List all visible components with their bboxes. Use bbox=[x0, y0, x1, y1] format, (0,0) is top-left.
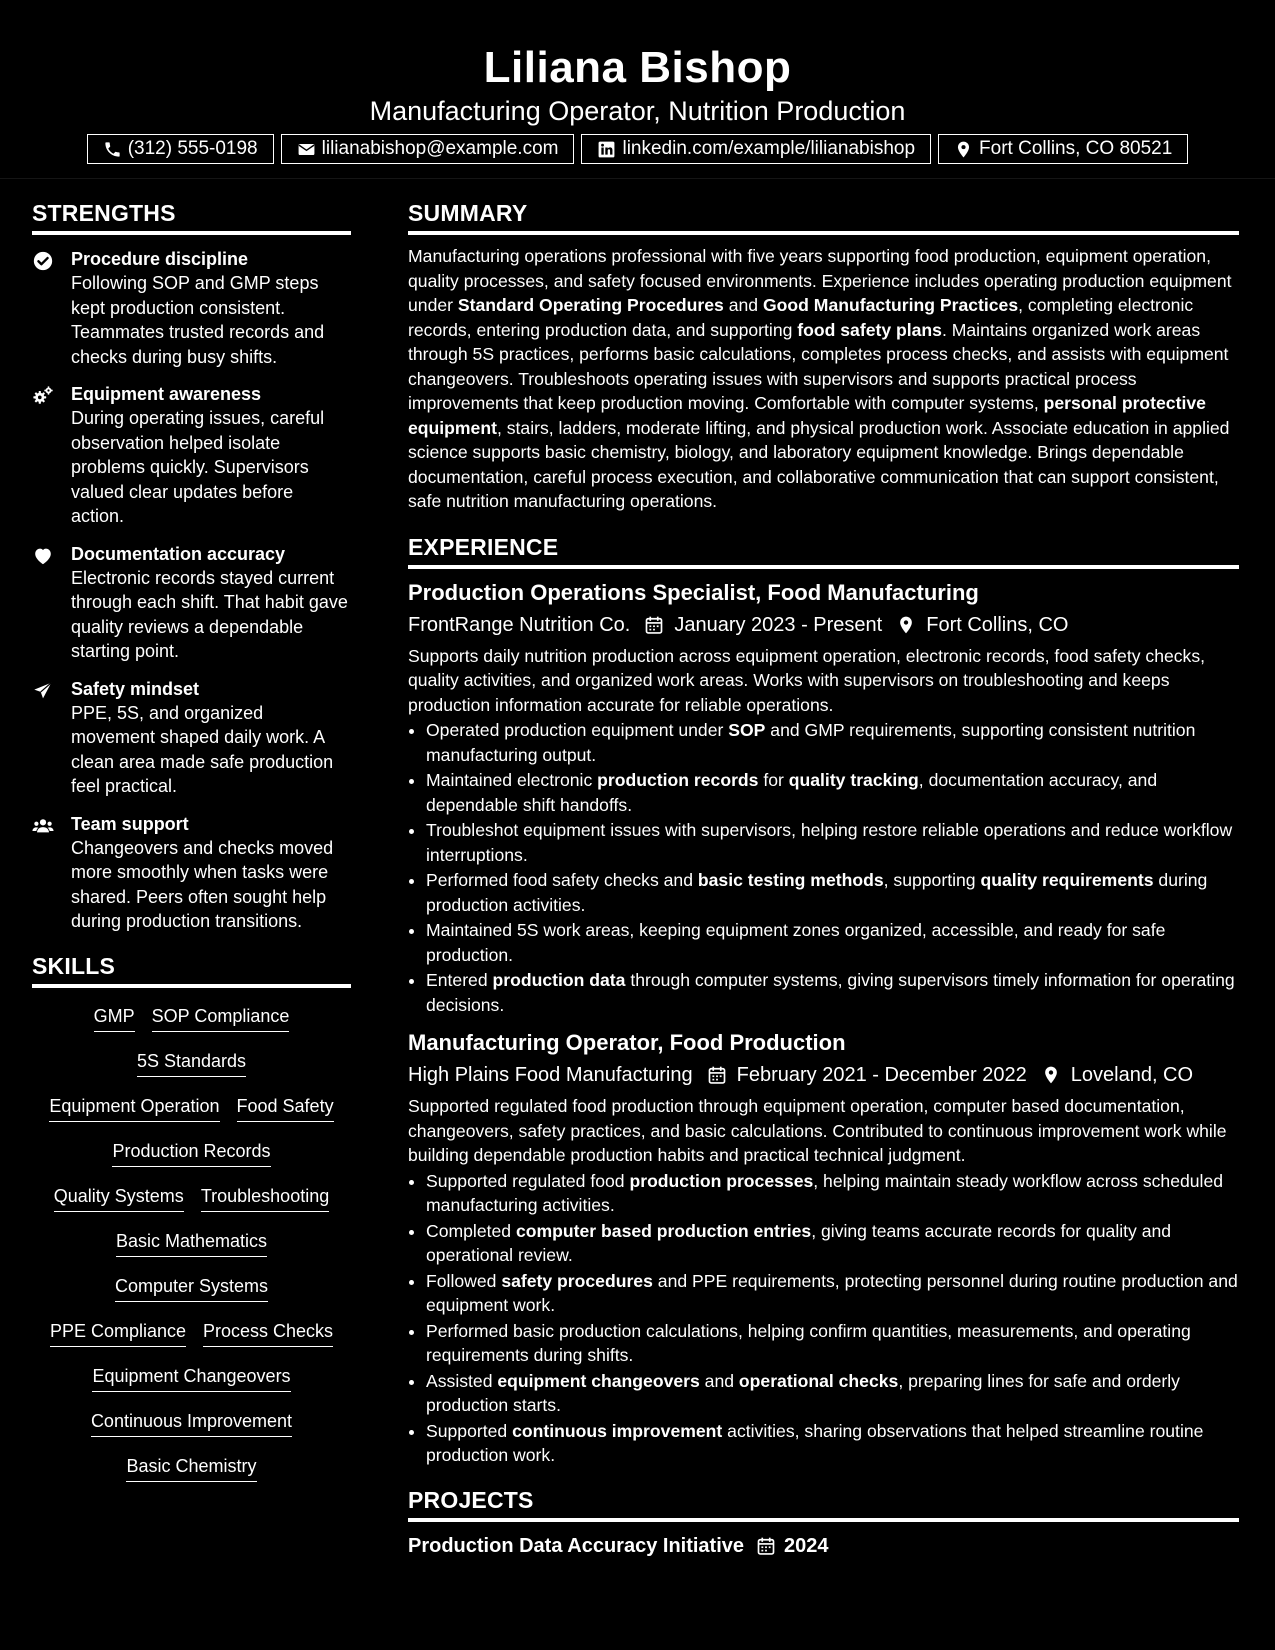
skill-row bbox=[32, 1004, 351, 1032]
skill-tag: Process Checks bbox=[203, 1319, 333, 1347]
job-title: Manufacturing Operator, Food Production bbox=[408, 1030, 846, 1055]
strength-desc: Following SOP and GMP steps kept production consistent. Teammates trusted records and checks during busy shifts. bbox=[71, 273, 325, 367]
skill-row bbox=[32, 1049, 351, 1077]
skill-tag: Computer Systems bbox=[115, 1274, 268, 1302]
strength-desc: During operating issues, careful observation helped isolate problems quickly. Supervisors valued clear updates before action. bbox=[71, 408, 325, 526]
job-bullet: • Followed safety procedures and PPE requirements, protecting personnel during routine production and equipment work. bbox=[426, 1269, 1239, 1318]
emphasis-text: operational checks bbox=[738, 1370, 899, 1391]
contact-location bbox=[938, 134, 1188, 164]
strengths-heading: STRENGTHS bbox=[32, 195, 351, 235]
job-bullet: • Supported continuous improvement activities, sharing observations that helped streamline routine production work. bbox=[426, 1419, 1239, 1468]
skill-tag: Equipment Operation bbox=[49, 1094, 219, 1122]
job-bullet: • Operated production equipment under SOP and GMP requirements, supporting consistent nutrition manufacturing output. bbox=[426, 718, 1239, 767]
users-icon bbox=[32, 815, 54, 837]
job-dates: February 2021 - December 2022 bbox=[736, 1064, 1027, 1086]
projects-heading: PROJECTS bbox=[408, 1482, 1239, 1522]
skill-tag: SOP Compliance bbox=[152, 1004, 290, 1032]
phone-text: (312) 555-0198 bbox=[127, 138, 258, 159]
emphasis-text: Standard Operating Procedures bbox=[457, 295, 724, 315]
job-bullets bbox=[408, 718, 1239, 1017]
skill-tag: Continuous Improvement bbox=[91, 1409, 292, 1437]
emphasis-text: continuous improvement bbox=[512, 1420, 723, 1441]
job-bullet: • Assisted equipment changeovers and operational checks, preparing lines for safe and orderly production starts. bbox=[426, 1369, 1239, 1418]
job-meta bbox=[408, 1060, 1239, 1090]
emphasis-text: basic testing methods bbox=[697, 870, 884, 890]
email-text: lilianabishop@example.com bbox=[321, 138, 559, 159]
emphasis-text: food safety plans bbox=[797, 319, 942, 340]
paper-plane-icon bbox=[32, 680, 54, 702]
strength-title: Safety mindset bbox=[71, 678, 200, 699]
left-column bbox=[32, 195, 351, 1499]
map-pin-icon bbox=[1041, 1065, 1061, 1085]
job-bullet: • Supported regulated food production processes, helping maintain steady workflow across scheduled manufacturing activities. bbox=[426, 1169, 1239, 1218]
resume-header bbox=[0, 0, 1275, 179]
skill-row bbox=[32, 1274, 351, 1302]
skill-tag: Basic Chemistry bbox=[126, 1454, 256, 1482]
job-summary: Supports daily nutrition production across equipment operation, electronic records, food safety checks, quality activities, and organized work areas. Works with supervisors on troubleshooting and keeps production information accurate for reliable operations. bbox=[408, 645, 1206, 715]
emphasis-text: production records bbox=[597, 770, 759, 790]
contact-linkedin[interactable] bbox=[581, 134, 931, 164]
experience-heading: EXPERIENCE bbox=[408, 529, 1239, 569]
contact-phone[interactable] bbox=[87, 134, 274, 164]
linkedin-text: linkedin.com/example/lilianabishop bbox=[622, 138, 916, 159]
job-dates: January 2023 - Present bbox=[674, 613, 883, 636]
emphasis-text: personal protective equipment bbox=[408, 393, 1206, 438]
skills-heading: SKILLS bbox=[32, 948, 351, 988]
skill-row bbox=[32, 1364, 351, 1392]
skills-list bbox=[32, 997, 351, 1482]
summary-heading: SUMMARY bbox=[408, 195, 1239, 235]
contact-bar bbox=[0, 134, 1275, 164]
skill-tag: Production Records bbox=[112, 1139, 270, 1167]
skill-tag: PPE Compliance bbox=[50, 1319, 186, 1347]
skill-tag: GMP bbox=[94, 1004, 135, 1032]
project-entry bbox=[408, 1531, 1239, 1561]
skill-tag: Equipment Changeovers bbox=[92, 1364, 290, 1392]
job-bullet: • Maintained electronic production records for quality tracking, documentation accuracy, and dependable shift handoffs. bbox=[426, 768, 1239, 817]
strength-item bbox=[32, 812, 351, 934]
job-summary: Supported regulated food production through equipment operation, computer based documentation, changeovers, safety practices, and basic calculations. Contributed to continuous improvement work while building dependable production habits and practical technical judgment. bbox=[408, 1096, 1227, 1165]
skill-row bbox=[32, 1139, 351, 1167]
skill-tag: 5S Standards bbox=[137, 1049, 246, 1077]
map-pin-icon bbox=[896, 615, 916, 635]
emphasis-text: production data bbox=[492, 970, 626, 990]
calendar-icon bbox=[756, 1536, 776, 1556]
job-bullets bbox=[408, 1169, 1239, 1468]
map-pin-icon bbox=[954, 140, 973, 159]
strength-item bbox=[32, 677, 351, 799]
skill-row bbox=[32, 1184, 351, 1212]
job-location: Loveland, CO bbox=[1070, 1064, 1194, 1086]
emphasis-text: quality tracking bbox=[788, 770, 919, 790]
skill-tag: Basic Mathematics bbox=[116, 1229, 267, 1257]
strength-title: Procedure discipline bbox=[71, 249, 249, 269]
strength-item bbox=[32, 542, 351, 664]
emphasis-text: safety procedures bbox=[501, 1270, 653, 1291]
phone-icon bbox=[103, 140, 122, 159]
strength-desc: Changeovers and checks moved more smoothly when tasks were shared. Peers often sought help during production transitions. bbox=[71, 837, 334, 931]
job-company: FrontRange Nutrition Co. bbox=[408, 613, 631, 636]
skill-row bbox=[32, 1409, 351, 1437]
skill-tag: Quality Systems bbox=[54, 1184, 184, 1212]
strength-desc: PPE, 5S, and organized movement shaped daily work. A clean area made safe production feel practical. bbox=[71, 702, 334, 796]
job-bullet: • Troubleshot equipment issues with supervisors, helping restore reliable operations and reduce workflow interruptions. bbox=[426, 818, 1239, 867]
skill-row bbox=[32, 1454, 351, 1482]
emphasis-text: quality requirements bbox=[980, 870, 1154, 890]
linkedin-icon bbox=[597, 140, 616, 159]
gears-icon bbox=[32, 385, 54, 407]
job-title: Production Operations Specialist, Food Manufacturing bbox=[408, 579, 979, 605]
skill-tag: Food Safety bbox=[237, 1094, 334, 1122]
check-circle-icon bbox=[32, 250, 54, 272]
heart-icon bbox=[32, 545, 54, 567]
location-text: Fort Collins, CO 80521 bbox=[979, 138, 1173, 159]
skill-row bbox=[32, 1229, 351, 1257]
right-column bbox=[408, 195, 1239, 1561]
job-entry bbox=[408, 1028, 1239, 1468]
job-bullet: • Performed food safety checks and basic testing methods, supporting quality requirements during production activities. bbox=[426, 868, 1239, 917]
job-bullet: • Performed basic production calculations, helping confirm quantities, measurements, and operating requirements during shifts. bbox=[426, 1319, 1239, 1368]
emphasis-text: computer based production entries bbox=[515, 1220, 812, 1241]
strength-title: Documentation accuracy bbox=[71, 543, 286, 564]
envelope-icon bbox=[297, 140, 316, 159]
emphasis-text: production processes bbox=[629, 1170, 814, 1191]
job-company: High Plains Food Manufacturing bbox=[408, 1064, 693, 1086]
contact-email[interactable] bbox=[281, 134, 575, 164]
emphasis-text: Good Manufacturing Practices bbox=[762, 295, 1019, 315]
project-title: Production Data Accuracy Initiative bbox=[408, 1534, 745, 1557]
skill-row bbox=[32, 1094, 351, 1122]
job-entry bbox=[408, 578, 1239, 1018]
strength-item bbox=[32, 247, 351, 369]
strength-desc: Electronic records stayed current through each shift. That habit gave quality reviews a dependable starting point. bbox=[71, 567, 348, 661]
skill-tag: Troubleshooting bbox=[201, 1184, 329, 1212]
strength-title: Team support bbox=[71, 813, 189, 834]
summary-text: Manufacturing operations professional with five years supporting food production, equipment operation, quality processes, and safety focused environments. Experience includes operating production equipment under Standard Operating Procedures and Good Manufacturing Practices, completing electronic records, entering production data, and supporting food safety plans. Maintains organized work areas through 5S practices, performs basic calculations, completes process checks, and assists with equipment changeovers. Troubleshoots operating issues with supervisors and supports practical process improvements that keep production moving. Comfortable with computer systems, personal protective equipment, stairs, ladders, moderate lifting, and physical production work. Associate education in applied science supports basic chemistry, biology, and laboratory equipment knowledge. Brings dependable documentation, careful process execution, and collaborative communication that can support consistent, safe nutrition manufacturing operations. bbox=[408, 246, 1232, 511]
candidate-name: Liliana Bishop bbox=[483, 43, 792, 92]
job-bullet: • Completed computer based production entries, giving teams accurate records for quality and operational review. bbox=[426, 1219, 1239, 1268]
job-bullet: • Maintained 5S work areas, keeping equipment zones organized, accessible, and ready for safe production. bbox=[426, 918, 1239, 967]
emphasis-text: SOP bbox=[728, 720, 766, 740]
job-meta bbox=[408, 610, 1239, 640]
calendar-icon bbox=[644, 615, 664, 635]
job-location: Fort Collins, CO bbox=[926, 613, 1069, 636]
job-bullet: • Entered production data through computer systems, giving supervisors timely information for operating decisions. bbox=[426, 968, 1239, 1017]
strength-item bbox=[32, 382, 351, 529]
project-year: 2024 bbox=[784, 1534, 829, 1557]
calendar-icon bbox=[707, 1065, 727, 1085]
candidate-title: Manufacturing Operator, Nutrition Production bbox=[369, 96, 906, 126]
skill-row bbox=[32, 1319, 351, 1347]
strengths-list bbox=[32, 244, 351, 934]
emphasis-text: equipment changeovers bbox=[497, 1370, 700, 1391]
strength-title: Equipment awareness bbox=[71, 384, 262, 404]
